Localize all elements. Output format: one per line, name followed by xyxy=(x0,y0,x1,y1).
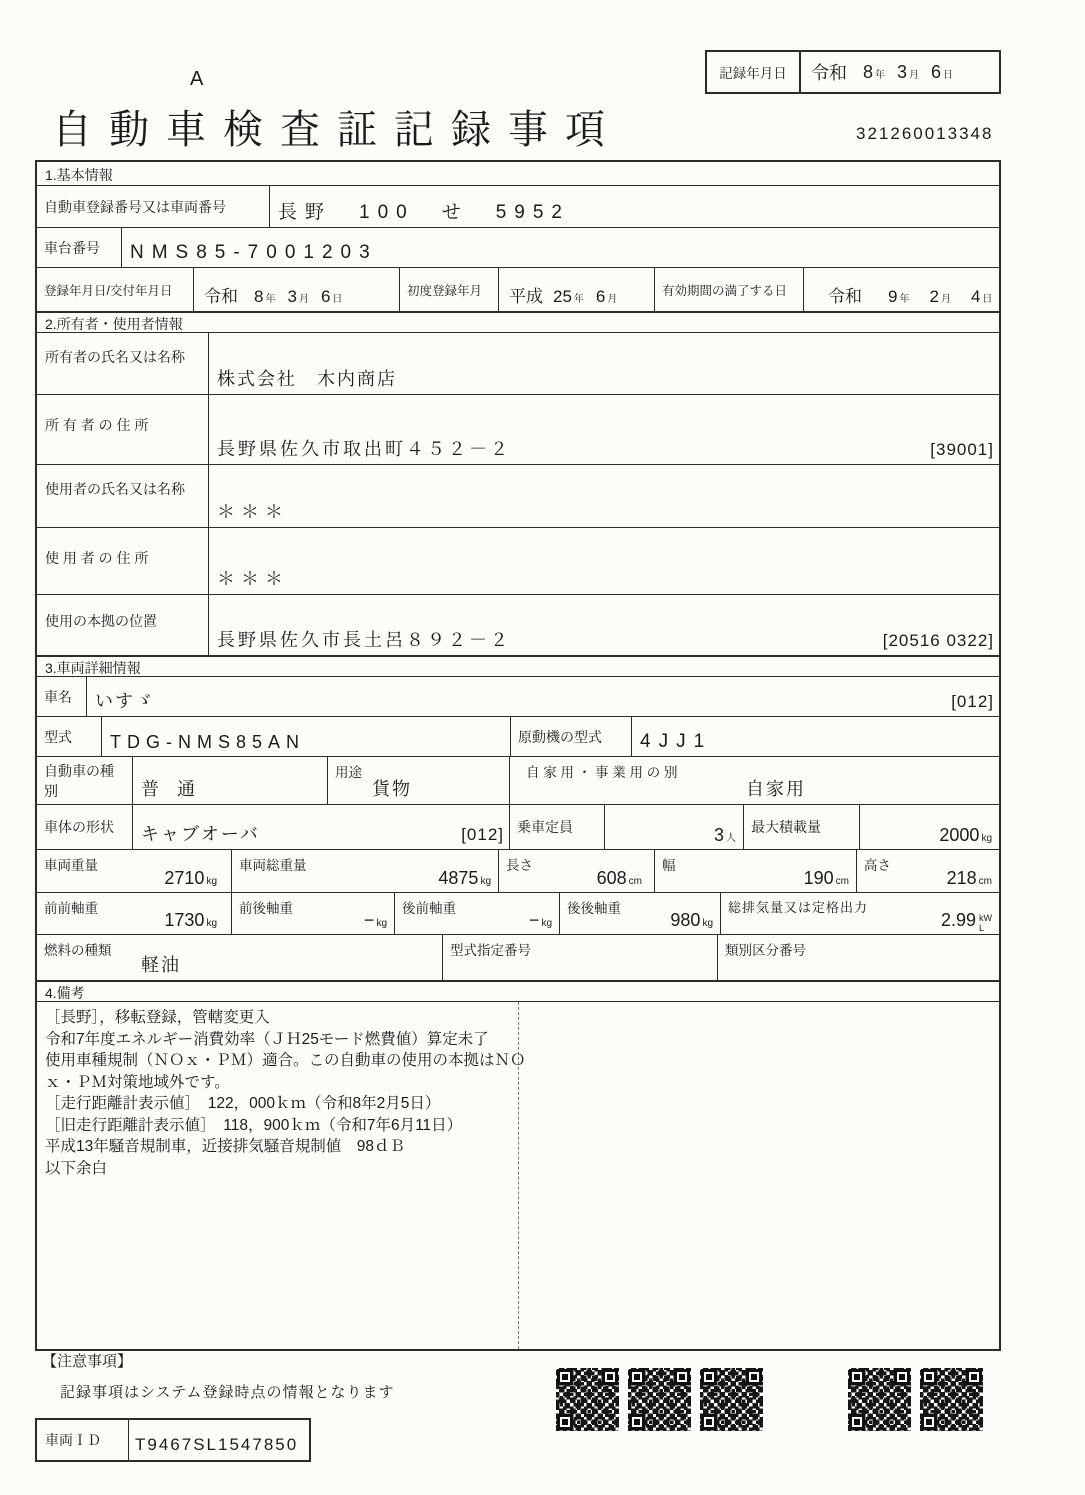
height-label: 高さ xyxy=(864,858,891,873)
row-body-shape xyxy=(37,805,999,850)
row-user-address xyxy=(37,528,999,595)
registration-date-value: 令和 8 年 3 月 6 日 xyxy=(204,287,343,306)
owner-name-value: 株式会社 木内商店 xyxy=(217,369,397,389)
notice-text: 記録事項はシステム登録時点の情報となります xyxy=(60,1384,395,1401)
engine-model-value: 4JJ1 xyxy=(640,731,713,752)
car-name-label: 車名 xyxy=(37,677,87,716)
axle-rear-front-value: − kg xyxy=(528,910,552,930)
qr-code-icon xyxy=(700,1368,763,1431)
width-value: 190 cm xyxy=(803,868,849,888)
owner-address-value: 長野県佐久市取出町４５２－２ xyxy=(217,439,511,459)
first-registration-value: 平成 25 年 6 月 xyxy=(509,287,618,306)
record-date-day: 6 xyxy=(931,61,942,82)
registration-number-label: 自動車登録番号又は車両番号 xyxy=(37,186,270,227)
axle-front-rear-label: 前後軸重 xyxy=(239,901,293,916)
base-location-value: 長野県佐久市長土呂８９２－２ xyxy=(217,630,511,650)
car-name-value: いすゞ xyxy=(95,691,155,711)
remark-line: 以下余白 xyxy=(45,1159,108,1177)
vehicle-id-value: T9467SL1547850 xyxy=(135,1435,299,1454)
owner-name-label: 所有者の氏名又は名称 xyxy=(37,333,209,394)
record-date-label: 記録年月日 xyxy=(707,52,801,92)
user-address-value: ＊＊＊ xyxy=(217,569,289,589)
axle-front-front-value: 1730 kg xyxy=(164,910,217,930)
registration-number-value: 長野 100 せ 5952 xyxy=(278,202,570,223)
row-chassis-number xyxy=(37,228,999,268)
chassis-number-value: NMS85-7001203 xyxy=(130,242,378,263)
row-vehicle-type xyxy=(37,757,999,805)
engine-model-label: 原動機の型式 xyxy=(511,717,632,756)
fuel-label: 燃料の種類 xyxy=(44,943,112,958)
gross-weight-label: 車両総重量 xyxy=(239,858,307,873)
section-owner-user-info xyxy=(37,311,999,655)
base-location-label: 使用の本拠の位置 xyxy=(37,595,209,655)
section4-heading: 4.備考 xyxy=(37,982,999,1002)
gross-weight-value: 4875 kg xyxy=(438,868,491,888)
private-business-value: 自家用 xyxy=(746,779,806,799)
section-basic-info xyxy=(37,162,999,311)
record-date-month: 3 xyxy=(897,61,908,82)
qr-code-icon xyxy=(848,1368,911,1431)
document-title: 自動車検査証記録事項 xyxy=(52,108,622,152)
remarks-empty-column xyxy=(519,1002,999,1349)
qr-code-group-left xyxy=(556,1368,763,1431)
corner-mark: A xyxy=(190,68,204,90)
model-label: 型式 xyxy=(37,717,102,756)
qr-code-icon xyxy=(556,1368,619,1431)
vehicle-weight-label: 車両重量 xyxy=(44,858,98,873)
chassis-number-label: 車台番号 xyxy=(37,228,122,267)
length-value: 608 cm xyxy=(596,868,642,888)
vehicle-type-value: 普 通 xyxy=(141,779,195,799)
registration-date-label: 登録年月日/交付年月日 xyxy=(37,268,194,311)
section1-heading: 1.基本情報 xyxy=(37,162,999,186)
fuel-value: 軽油 xyxy=(141,955,181,975)
row-weights-dimensions xyxy=(37,850,999,893)
length-label: 長さ xyxy=(506,858,533,873)
row-car-name xyxy=(37,677,999,717)
remark-line: ［旧走行距離計表示値］ 118，900ｋｍ（令和7年6月11日） xyxy=(45,1116,463,1134)
category-number-label: 類別区分番号 xyxy=(725,943,806,958)
record-date-year: 8 xyxy=(863,61,874,82)
qr-code-group-right xyxy=(848,1368,983,1431)
remark-line: ［走行距離計表示値］ 122，000ｋｍ（令和8年2月5日） xyxy=(45,1095,441,1112)
row-fuel xyxy=(37,935,999,980)
section2-heading: 2.所有者・使用者情報 xyxy=(37,313,999,333)
document-number: 321260013348 xyxy=(856,124,994,143)
vehicle-id-box xyxy=(35,1418,311,1462)
height-value: 218 cm xyxy=(946,868,992,888)
axle-rear-front-label: 後前軸重 xyxy=(402,901,456,916)
width-label: 幅 xyxy=(662,858,676,873)
first-registration-label: 初度登録年月 xyxy=(400,268,499,311)
user-address-label: 使 用 者 の 住 所 xyxy=(37,528,209,594)
section-vehicle-details xyxy=(37,655,999,980)
remark-line: 平成13年騒音規制車，近接排気騒音規制値 98ｄＢ xyxy=(45,1138,405,1155)
axle-front-rear-value: − kg xyxy=(363,910,387,930)
row-owner-address xyxy=(37,395,999,465)
vehicle-weight-value: 2710 kg xyxy=(164,868,217,888)
row-model xyxy=(37,717,999,757)
displacement-label: 総排気量又は定格出力 xyxy=(728,900,869,915)
qr-code-icon xyxy=(920,1368,983,1431)
row-base-location xyxy=(37,595,999,655)
remark-line: 令和7年度エネルギー消費効率（ＪＨ25モード燃費値）算定未了 xyxy=(45,1030,489,1048)
vehicle-type-label: 自動車の種別 xyxy=(37,757,133,804)
base-location-code: [20516 0322] xyxy=(882,631,994,650)
capacity-value: 3 人 xyxy=(713,825,736,845)
capacity-label: 乗車定員 xyxy=(510,805,605,849)
body-shape-label: 車体の形状 xyxy=(37,805,133,849)
max-load-label: 最大積載量 xyxy=(744,805,860,849)
car-name-code: [012] xyxy=(951,692,994,711)
use-value: 貨物 xyxy=(372,779,412,799)
record-date-box xyxy=(705,50,1001,94)
vehicle-id-label: 車両ＩＤ xyxy=(37,1420,129,1460)
max-load-value: 2000 kg xyxy=(939,825,992,845)
row-registration-dates xyxy=(37,268,999,311)
user-name-value: ＊＊＊ xyxy=(217,502,289,522)
section-remarks xyxy=(37,980,999,1349)
use-label: 用途 xyxy=(335,765,362,780)
expiry-date-label: 有効期間の満了する日 xyxy=(655,268,804,311)
axle-rear-rear-value: 980 kg xyxy=(670,910,713,930)
main-table xyxy=(35,160,1001,1351)
axle-rear-rear-label: 後後軸重 xyxy=(567,901,621,916)
expiry-date-value: 令和 9 年 2 月 4 日 xyxy=(828,287,993,306)
displacement-value: 2.99 kW L xyxy=(940,910,992,933)
section3-heading: 3.車両詳細情報 xyxy=(37,657,999,677)
record-date-era: 令和 xyxy=(811,63,847,83)
axle-front-front-label: 前前軸重 xyxy=(44,901,98,916)
row-owner-name xyxy=(37,333,999,395)
model-value: TDG-NMS85AN xyxy=(110,732,306,752)
private-business-label: 自 家 用 ・ 事 業 用 の 別 xyxy=(526,765,678,780)
body-shape-value: キャブオーバ xyxy=(141,824,260,844)
user-name-label: 使用者の氏名又は名称 xyxy=(37,465,209,527)
row-axle-weights xyxy=(37,893,999,935)
owner-address-label: 所 有 者 の 住 所 xyxy=(37,395,209,464)
row-user-name xyxy=(37,465,999,528)
remarks-text xyxy=(37,1002,526,1349)
qr-code-icon xyxy=(628,1368,691,1431)
remark-line: ｘ・ＰＭ対策地域外です。 xyxy=(45,1073,230,1091)
row-registration-number xyxy=(37,186,999,228)
remark-line: 使用車種規制（ＮＯｘ・ＰＭ）適合。この自動車の使用の本拠はＮＯ xyxy=(45,1052,526,1069)
owner-address-code: [39001] xyxy=(930,440,994,459)
record-date-value: 令和 8 年 3 月 6 日 xyxy=(801,52,999,92)
notice-heading: 【注意事項】 xyxy=(42,1353,133,1370)
remark-line: ［長野］，移転登録，管轄変更入 xyxy=(45,1009,270,1026)
type-designation-label: 型式指定番号 xyxy=(450,943,531,958)
body-shape-code: [012] xyxy=(461,825,504,844)
